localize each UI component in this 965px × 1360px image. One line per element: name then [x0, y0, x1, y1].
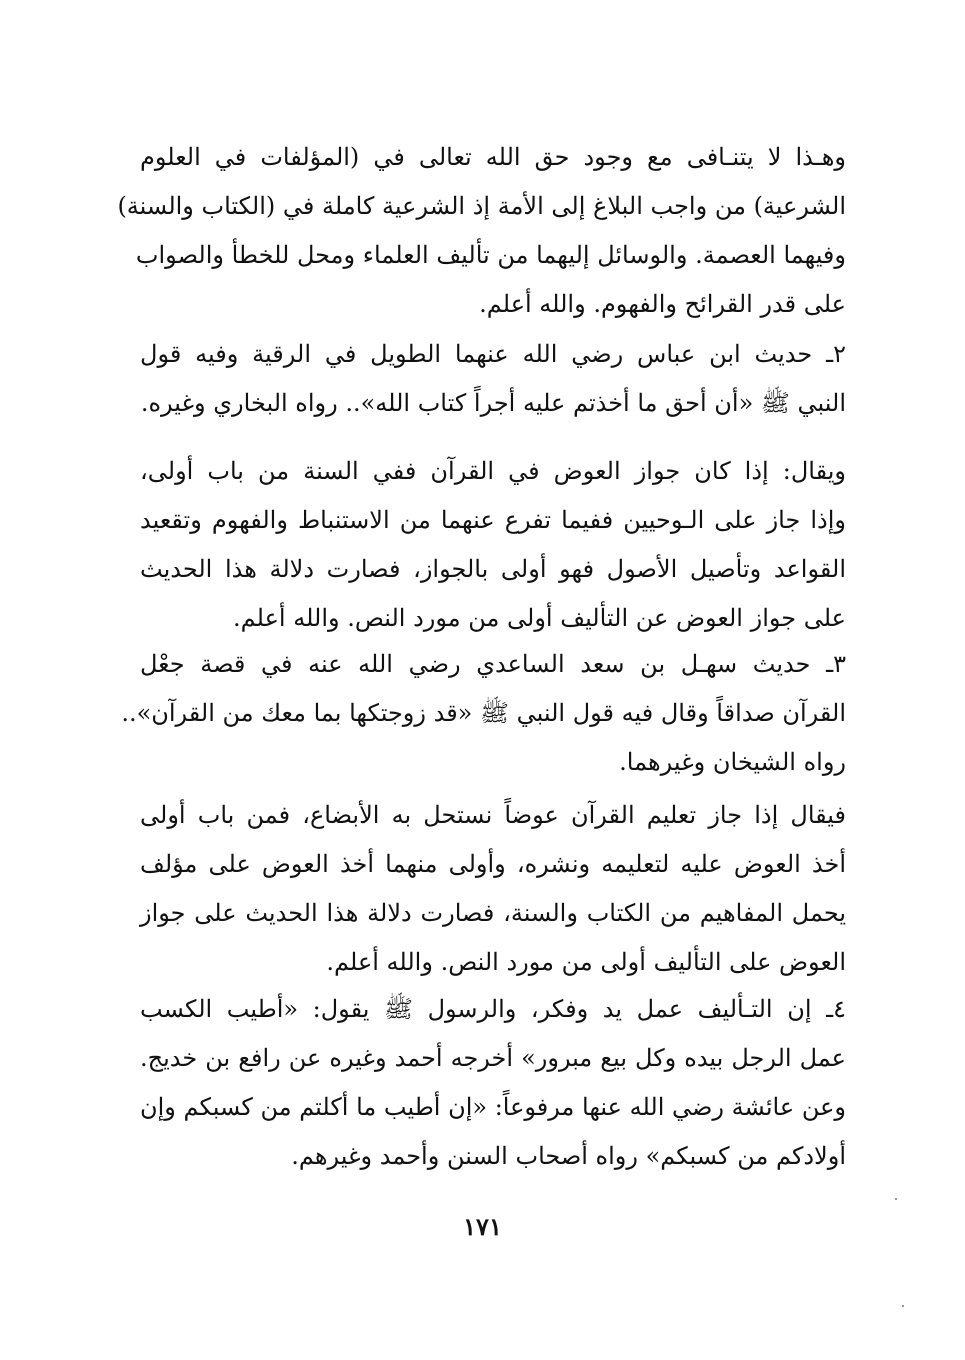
paragraph-3 — [140, 447, 846, 643]
paragraph-line: وعن عائشة رضي الله عنها مرفوعاً: «إن أطيب ما أكلتم من كسبكم وإن — [140, 1093, 846, 1121]
paragraph-line: على جواز العوض عن التأليف أولى من مورد النص. والله أعلم. — [233, 604, 846, 632]
page-number: ١٧١ — [463, 1212, 502, 1241]
paragraph-line: ٤ـ إن التـأليف عمل يد وفكر، والرسول ﷺ يقول: «أطيب الكسب — [140, 995, 846, 1023]
paragraph-line: العوض على التأليف أولى من مورد النص. والله أعلم. — [326, 948, 846, 976]
paragraph-line: النبي ﷺ «أن أحق ما أخذتم عليه أجراً كتاب الله».. رواه البخاري وغيره. — [140, 389, 846, 417]
paragraph-line: وفيهما العصمة. والوسائل إليهما من تأليف العلماء ومحل للخطأ والصواب — [135, 241, 846, 269]
paragraph-line: وإذا جاز على الـوحيين ففيما تفرع عنهما من الاستنباط والفهوم وتقعيد — [140, 506, 846, 534]
paragraph-line: وهـذا لا يتنـافى مع وجود حق الله تعالى في (المؤلفات في العلوم — [140, 143, 846, 171]
paragraph-line: رواه الشيخان وغيرهما. — [619, 748, 846, 776]
scan-speck — [895, 1198, 897, 1200]
paragraph-line: ٢ـ حديث ابن عباس رضي الله عنهما الطويل في الرقية وفيه قول — [140, 340, 846, 368]
paragraph-line: ويقال: إذا كان جواز العوض في القرآن ففي السنة من باب أولى، — [140, 457, 846, 485]
paragraph-1 — [117, 133, 846, 329]
paragraph-line: أولادكم من كسبكم» رواه أصحاب السنن وأحمد وغيرهم. — [291, 1142, 846, 1170]
paragraph-line: القواعد وتأصيل الأصول فهو أولى بالجواز، فصارت دلالة هذا الحديث — [140, 555, 846, 583]
paragraph-line: الشرعية) من واجب البلاغ إلى الأمة إذ الشرعية كاملة في (الكتاب والسنة) — [117, 192, 846, 220]
paragraph-5 — [140, 791, 846, 987]
paragraph-line: على قدر القرائح والفهوم. والله أعلم. — [479, 290, 846, 318]
paragraph-line: القرآن صداقاً وقال فيه قول النبي ﷺ «قد زوجتكها بما معك من القرآن».. — [121, 699, 846, 727]
paragraph-2 — [140, 330, 846, 428]
paragraph-line: فيقال إذا جاز تعليم القرآن عوضاً نستحل به الأبضاع، فمن باب أولى — [140, 801, 846, 829]
scan-speck — [902, 1305, 904, 1307]
paragraph-line: ٣ـ حديث سهـل بن سعد الساعدي رضي الله عنه في قصة جعْل — [140, 650, 847, 678]
paragraph-4 — [121, 640, 847, 787]
paragraph-line: أخذ العوض عليه لتعليمه ونشره، وأولى منهما أخذ العوض على مؤلف — [140, 850, 846, 878]
paragraph-line: عمل الرجل بيده وكل بيع مبرور» أخرجه أحمد وغيره عن رافع بن خديج. — [140, 1044, 846, 1072]
paragraph-6 — [140, 985, 846, 1181]
paragraph-line: يحمل المفاهيم من الكتاب والسنة، فصارت دلالة هذا الحديث على جواز — [140, 899, 846, 927]
